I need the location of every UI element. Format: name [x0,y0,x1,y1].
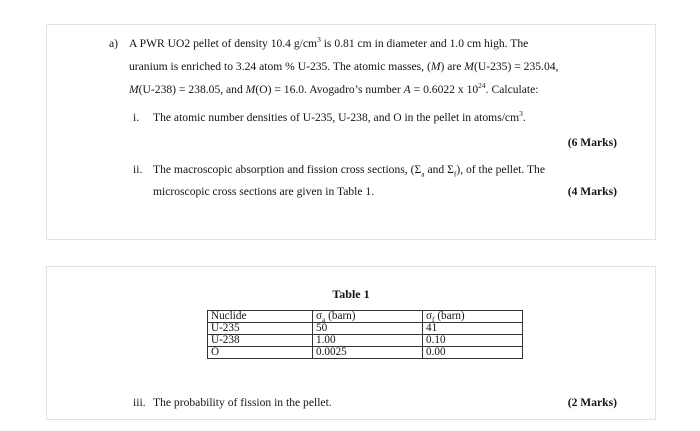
cross-section-table [207,310,523,359]
subquestion-iii-text: The probability of fission in the pellet. [153,396,332,409]
cell-nuclide: O [208,347,313,359]
header-nuclide: Nuclide [208,311,313,323]
cell-sigma-f: 41 [423,323,523,335]
part-a-line-3: M(U-238) = 238.05, and M(O) = 16.0. Avogadro’s number A = 0.6022 x $10^{24}$. Calculate: [129,81,539,96]
subquestion-i-numeral: i. [133,111,140,124]
table-row [208,323,523,335]
subquestion-ii-marks: (4 Marks) [567,185,617,198]
part-a-line-1: A PWR UO2 pellet of density 10.4 $g/cm^3$ is 0.81 cm in diameter and 1.0 cm high. The [129,35,529,50]
subquestion-iii-numeral: iii. [133,396,146,409]
cell-sigma-a: 1.00 [313,335,423,347]
cell-sigma-a: 50 [313,323,423,335]
cell-nuclide: U-238 [208,335,313,347]
table-header-row [208,311,523,323]
table-title: Table 1 [332,287,370,301]
subquestion-ii-line-2: microscopic cross sections are given in Table 1. [153,185,375,198]
table-row [208,335,523,347]
table-row [208,347,523,359]
subquestion-i-marks: (6 Marks) [567,136,617,149]
subquestion-iii-marks: (2 Marks) [567,396,617,409]
cell-sigma-f: 0.10 [423,335,523,347]
question-card [46,24,656,240]
subquestion-i-text: The atomic number densities of U-235, U-238, and O in the pellet in atoms/$cm^3$. [153,109,526,124]
cell-nuclide: U-235 [208,323,313,335]
part-a-label: a) [109,37,119,50]
cell-sigma-f: 0.00 [423,347,523,359]
cell-sigma-a: 0.0025 [313,347,423,359]
header-sigma-a: $\sigma_a$ (barn) [313,311,423,323]
subquestion-ii-numeral: ii. [133,163,143,176]
header-sigma-f: $\sigma_f$ (barn) [423,311,523,323]
part-a-line-2: uranium is enriched to 3.24 atom % U-235. The atomic masses, (M) are M(U-235) = 235.04, [129,60,559,73]
table-card [46,266,656,420]
subquestion-ii-line-1: The macroscopic absorption and fission cross sections, ($\Sigma_a$ and $\Sigma_f$), of the pellet. The [153,163,545,179]
